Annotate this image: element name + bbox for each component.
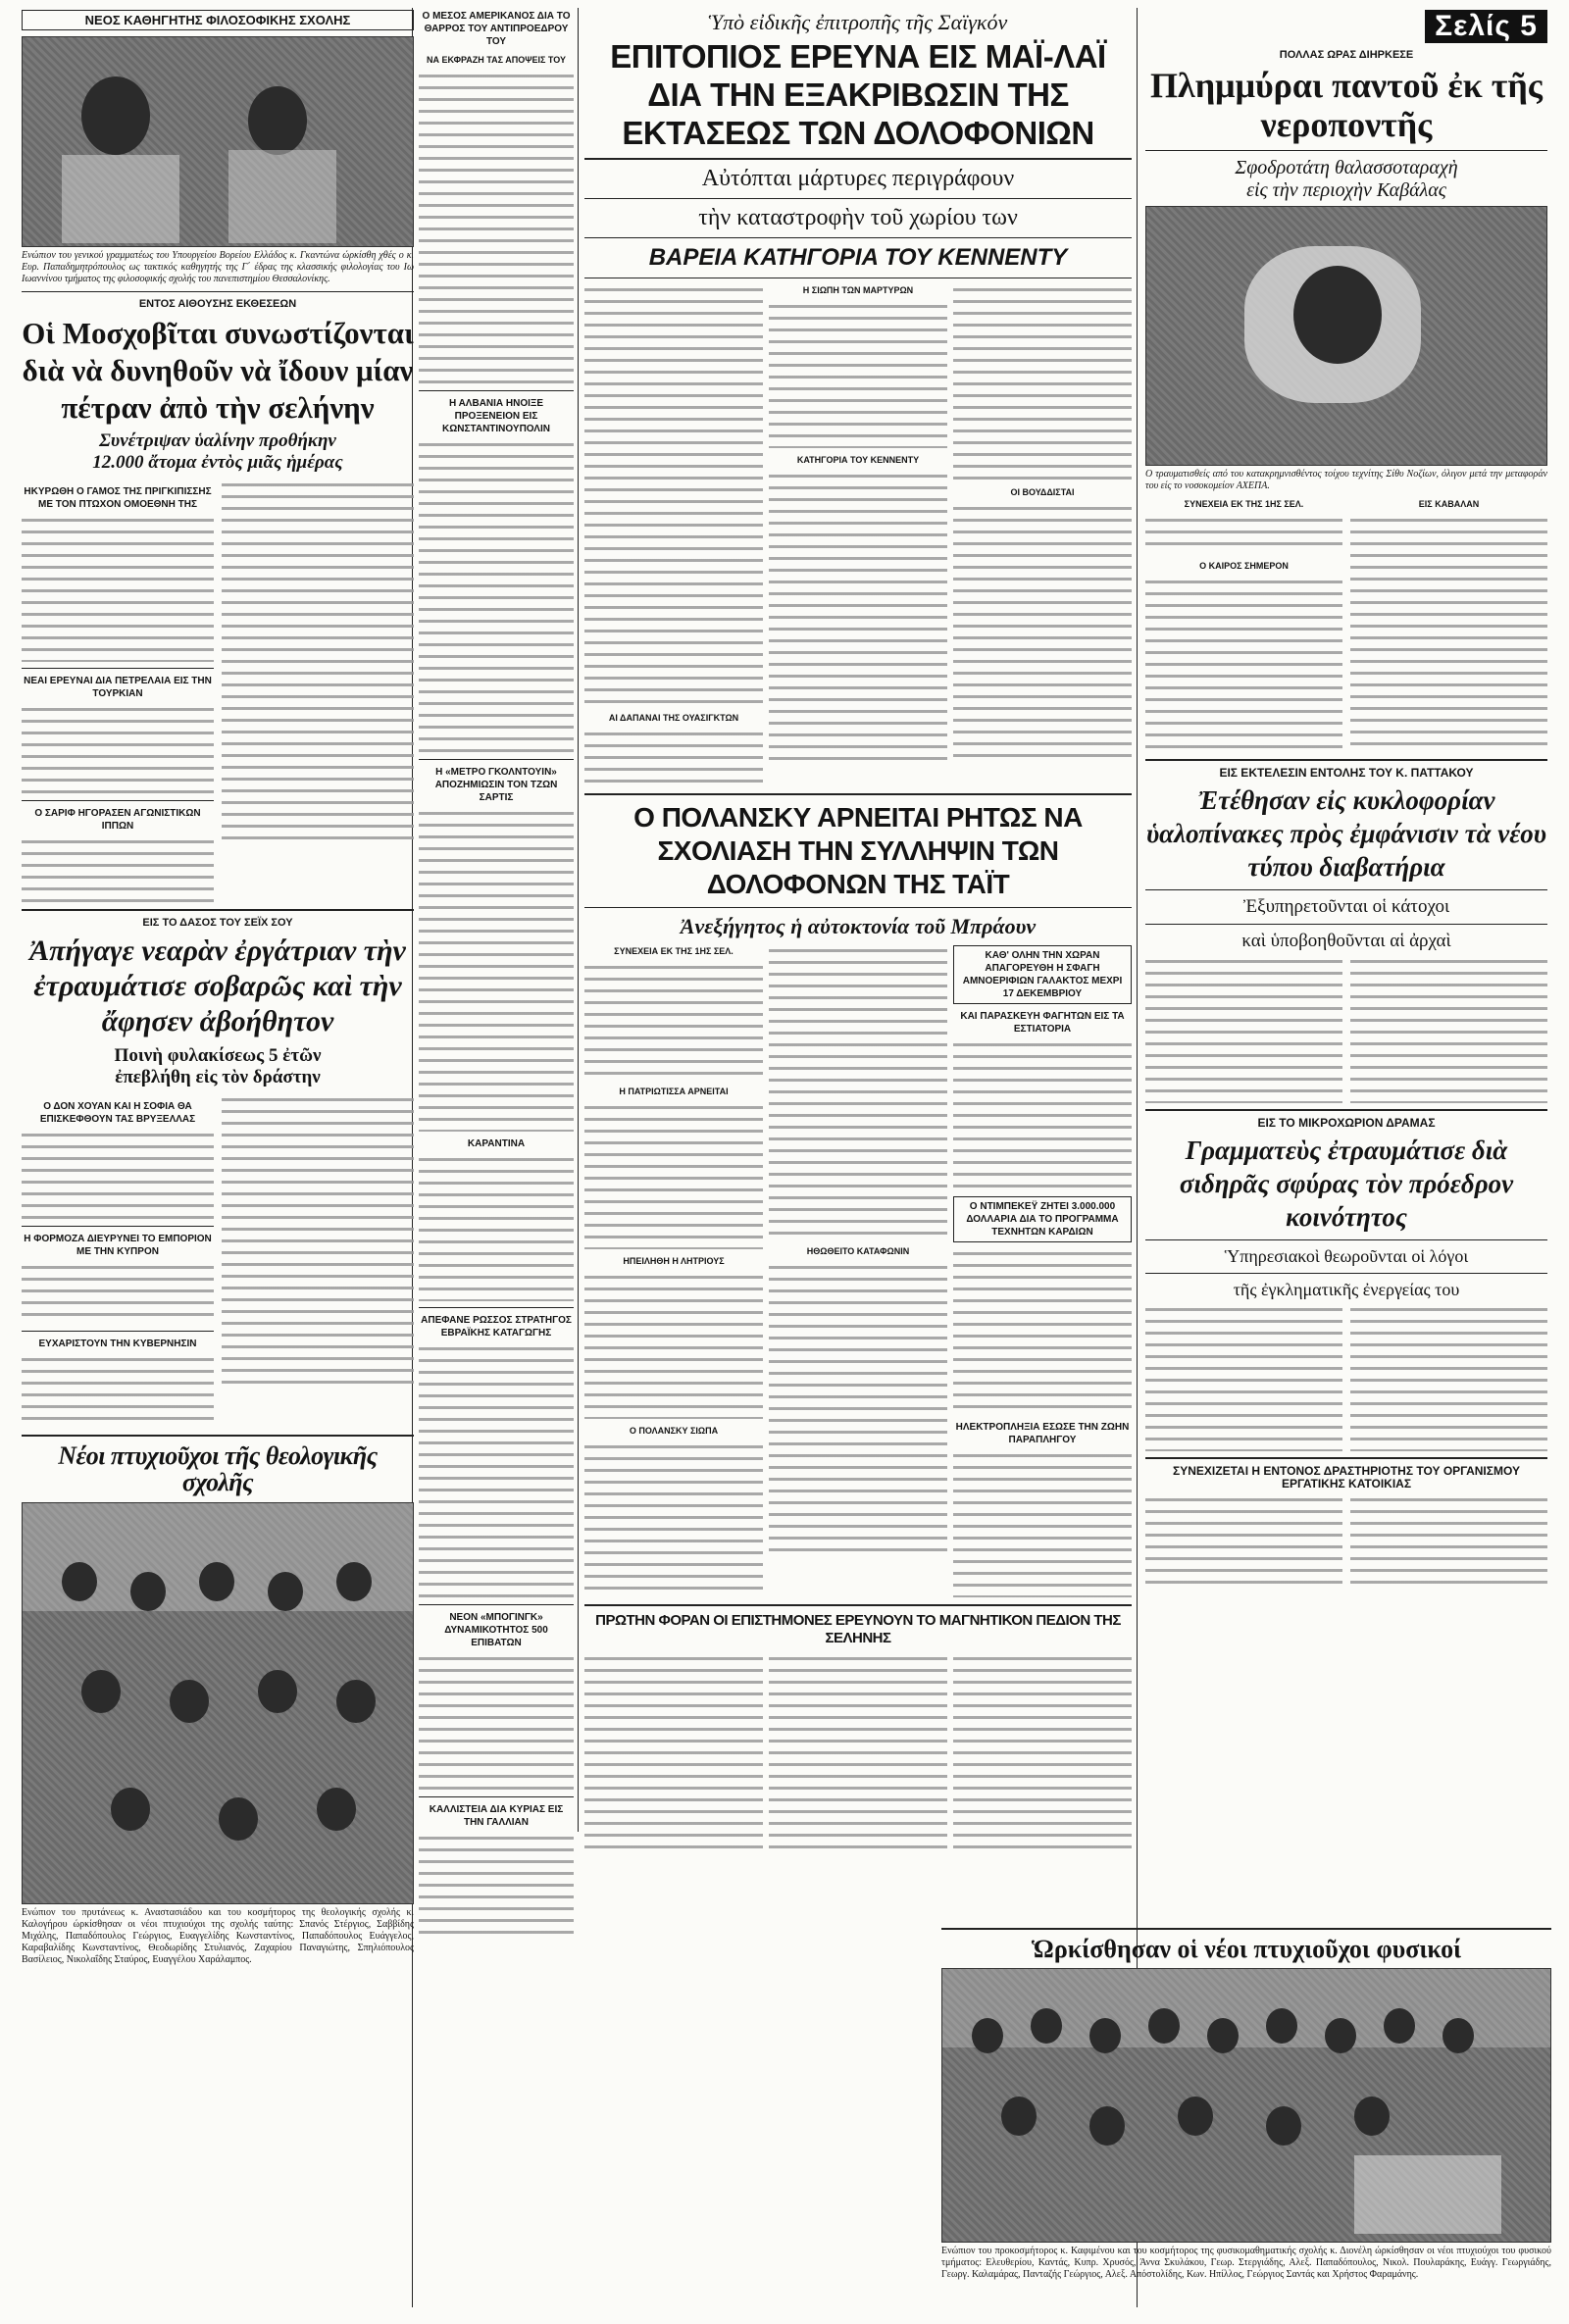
professor-caption: Ενώπιον του γενικού γραμματέως του Υπουργείου Βορείου Ελλάδος κ. Γκαντώνα ώρκίσθη χθές ο κ. Ευρ. Παπαδημητρόπουλος ως τακτικός καθηγητής της Γ΄ έδρας της κλασσικής φιλολογίας του Ιω Ιωαννίνου τμήματος της φιλοσοφικής σχολής του πανεπιστημίου Θεσσαλονίκης. [22,250,414,284]
headline-professor: ΝΕΟΣ ΚΑΘΗΓΗΤΗΣ ΦΙΛΟΣΟΦΙΚΗΣ ΣΧΟΛΗΣ [22,10,414,30]
article-text [1350,515,1547,750]
deck-kennedy: ΒΑΡΕΙΑ ΚΑΤΗΓΟΡΙΑ ΤΟΥ ΚΕΝΝΕΝΤΥ [648,244,1068,271]
subhead-exec: ΗΘΩΘΕΙΤΟ ΚΑΤΑΦΩΝΙΝ [806,1246,910,1256]
deck-people: 12.000 ἄτομα ἐντὸς μιᾶς ἡμέρας [92,452,343,473]
article-text [584,1102,763,1249]
article-text [419,1653,574,1791]
article-text [769,945,947,1239]
headline-passports: Ἐτέθησαν εἰς κυκλοφορίαν ὑαλοπίνακες πρὸς ἐμφάνισιν τὰ νέου τύπου διαβατήρια [1145,785,1547,882]
article-text [953,284,1132,480]
deck-drama-2: τῆς ἐγκληματικῆς ἐνεργείας του [1233,1280,1460,1299]
article-text [953,1248,1132,1415]
article-text [1145,1304,1342,1451]
article-text [419,808,574,1132]
box-milk: ΚΑΘ' ΟΛΗΝ ΤΗΝ ΧΩΡΑΝ ΑΠΑΓΟΡΕΥΘΗ Η ΣΦΑΓΗ ΑΜΝΟΕΡΙΦΙΩΝ ΓΑΛΑΚΤΟΣ ΜΕΧΡΙ 17 ΔΕΚΕΜΒΡΙΟΥ [953,945,1132,1004]
article-text [769,301,947,448]
headline-gkounter: Η «ΜΕΤΡΟ ΓΚΟΛΝΤΟΥΙΝ» ΑΠΟΖΗΜΙΩΣΙΝ ΤΟΝ ΤΖΩΝ ΣΑΡΤΙΣ [434,767,558,803]
continued-note: ΣΥΝΕΧΕΙΑ ΕΚ ΤΗΣ 1ΗΣ ΣΕΛ. [1184,499,1304,509]
headline-patakos: ΕΙΣ ΕΚΤΕΛΕΣΙΝ ΕΝΤΟΛΗΣ ΤΟΥ Κ. ΠΑΤΤΑΚΟΥ [1219,766,1474,780]
headline-physics: Ὡρκίσθησαν οἱ νέοι πτυχιοῦχοι φυσικοί [1031,1935,1462,1963]
column-5 [1138,10,1551,1589]
headline-flood: Πλημμύραι παντοῦ ἐκ τῆς νεροποντῆς [1150,66,1543,144]
headline-press-sub: ΝΑ ΕΚΦΡΑΖΗ ΤΑΣ ΑΠΟΨΕΙΣ ΤΟΥ [427,55,566,65]
physics-block [941,1922,1551,2287]
subhead-silence: Η ΣΙΩΠΗ ΤΩΝ ΜΑΡΤΥΡΩΝ [802,285,914,295]
article-text [953,503,1132,763]
article-text [1145,577,1342,753]
article-text [1145,1494,1342,1589]
article-text [1350,1494,1547,1589]
article-text [953,1653,1132,1849]
article-text [419,1833,574,1941]
article-text [1350,1304,1547,1451]
professor-photo [22,36,414,247]
article-text [419,439,574,753]
article-text [1145,515,1342,554]
deck-sentence-2: ἐπεβλήθη εἰς τὸν δράστην [115,1067,321,1087]
subhead-polanski: Ο ΠΟΛΑΝΣΚΥ ΣΙΩΠΑ [629,1426,719,1436]
article-text [769,1262,947,1556]
headline-worker: Ἀπήγαγε νεαρὰν ἐργάτριαν τὴν ἐτραυμάτισε σοβαρῶς καὶ τὴν ἄφησεν ἀβοήθητον [29,935,406,1037]
article-text [584,729,763,787]
headline-drama: ΕΙΣ ΤΟ ΜΙΚΡΟΧΩΡΙΟΝ ΔΡΑΜΑΣ [1257,1116,1436,1130]
theology-photo [22,1502,414,1904]
article-text [222,1094,414,1385]
article-text [22,1130,214,1220]
physics-caption: Ενώπιον του προκοσμήτορος κ. Καφιμένου και του κοσμήτορος της φυσικομαθηματικής σχολής κ. Διονέλη ώρκίσθησαν οι νέοι πτυχιούχοι του φυσικού τμήματος: Ελευθερίου, Καντάς, Κυπρ. Χρυσός, Άννα Σκυλάκου, Γεωρ. Στεργιάδης, Αλεξ. Παπαδόπουλος, Νικολ. Πουλαράκης, Ευάγγ. Γεωργιάδης, Γεωργ. Καλαμάρας, Πανταζής Γεώργιος, Αλεξ. Απόστολίδης, Κων. Ηπίλλος, Γεώργιος Σαντάς και Χρήστος Φαραμάνης. [941,2246,1551,2281]
column-1 [22,10,414,1972]
kicker-saigon: Ὑπὸ εἰδικῆς ἐπιτροπῆς τῆς Σαϊγκόν [708,10,1008,34]
deck-passports-2: καὶ ὑποβοηθοῦνται αἱ ἀρχαὶ [1241,931,1451,951]
deck-passports-1: Ἐξυπηρετοῦνται οἱ κάτοχοι [1242,896,1450,917]
headline-boeing: ΝΕΟΝ «ΜΠΟΓΙΝΓΚ» ΔΥΝΑΜΙΚΟΤΗΤΟΣ 500 ΕΠΙΒΑΤΩΝ [444,1612,548,1648]
article-text [584,1653,763,1849]
article-text [22,1354,214,1429]
deck-sentence-1: Ποινὴ φυλακίσεως 5 ἐτῶν [114,1045,322,1066]
headline-moscow: Οἱ Μοσχοβῖται συνωστίζονται διὰ νὰ δυνηθοῦν νὰ ἴδουν μίαν πέτραν ἀπὸ τὴν σελήνην [22,316,414,425]
continued-note: ΣΥΝΕΧΕΙΑ ΕΚ ΤΗΣ 1ΗΣ ΣΕΛ. [614,946,734,956]
headline-housing: ΣΥΝΕΧΙΖΕΤΑΙ Η ΕΝΤΟΝΟΣ ΔΡΑΣΤΗΡΙΟΤΗΣ ΤΟΥ ΟΡΓΑΝΙΣΜΟΥ ΕΡΓΑΤΙΚΗΣ ΚΑΤΟΙΚΙΑΣ [1173,1464,1520,1490]
article-text [1350,956,1547,1103]
headline-exhibition: ΕΝΤΟΣ ΑΙΘΟΥΣΗΣ ΕΚΘΕΣΕΩΝ [138,298,297,310]
deck-moscow: Συνέτριψαν ὑαλίνην προθήκην [99,430,336,451]
column-3-4 [579,10,1138,1849]
box-electric: ΗΛΕΚΤΡΟΠΛΗΞΙΑ ΕΣΩΣΕ ΤΗΝ ΖΩΗΝ ΠΑΡΑΠΛΗΓΟΥ [955,1422,1130,1445]
box-friday: ΚΑΙ ΠΑΡΑΣΚΕΥΗ ΦΑΓΗΤΩΝ ΕΙΣ ΤΑ ΕΣΤΙΑΤΟΡΙΑ [960,1011,1125,1035]
storm-photo [1145,206,1547,466]
box-debakey: Ο ΝΤΙΜΠΕΚΕΫ ΖΗΤΕΙ 3.000.000 ΔΟΛΛΑΡΙΑ ΔΙΑ ΤΟ ΠΡΟΓΡΑΜΜΑ ΤΕΧΝΗΤΩΝ ΚΑΡΔΙΩΝ [953,1196,1132,1242]
theology-caption: Ενώπιον του πρυτάνεως κ. Αναστασιάδου και του κοσμήτορος της θεολογικής σχολής κ. Καλογήρου ώρκίσθησαν οι νέοι πτυχιούχοι της σχολής ταύτης: Σπανός Στέργιος, Σαββίδης Μιχάλης, Παπαδόπουλος Γεώργιος, Ευαγγελίδης Κωνσταντίνος, Παπαδόπουλος Ευάγγελος, Καραβαλίδης Κωνσταντίνος, Θεοδωρίδης Στυλιανός, Ζαχαρίου Παναγιώτης, Σπηλιόπουλος Βασίλειος, Νικολαΐδης Σταύρος, Ευαγγέλου Χαράλαμπος. [22,1906,414,1965]
subhead-buddhists: ΟΙ ΒΟΥΔΔΙΣΤΑΙ [1010,487,1075,497]
headline-quarantine: ΚΑΡΑΝΤΙΝΑ [467,1138,526,1149]
subhead-charge: ΚΑΤΗΓΟΡΙΑ ΤΟΥ ΚΕΝΝΕΝΤΥ [796,455,920,465]
article-text [419,1154,574,1301]
article-text [22,515,214,662]
headline-press: Ο ΜΕΣΟΣ ΑΜΕΡΙΚΑΝΟΣ ΔΙΑ ΤΟ ΘΑΡΡΟΣ ΤΟΥ ΑΝΤΙΠΡΟΕΔΡΟΥ ΤΟΥ [422,11,571,47]
article-text [22,836,214,903]
article-text [22,704,214,794]
article-text [584,962,763,1080]
article-text [419,71,574,384]
article-text [953,1039,1132,1196]
headline-hammer: Γραμματεὺς ἐτραυμάτισε διὰ σιδηρᾶς σφύρας τὸν πρόεδρον κοινότητος [1179,1136,1514,1232]
article-text [419,1343,574,1598]
kicker-flood: ΠΟΛΛΑΣ ΩΡΑΣ ΔΙΗΡΚΕΣΕ [1279,49,1414,61]
article-text [584,284,763,706]
deck-witnesses-1: Αὐτόπται μάρτυρες περιγράφουν [701,166,1015,191]
article-text [22,1262,214,1325]
subhead-weather: Ο ΚΑΙΡΟΣ ΣΗΜΕΡΟΝ [1199,561,1289,571]
article-text [584,1441,763,1598]
headline-polanski: Ο ΠΟΛΑΝΣΚΥ ΑΡΝΕΙΤΑΙ ΡΗΤΩΣ ΝΑ ΣΧΟΛΙΑΣΗ ΤΗΝ ΣΥΛΛΗΨΙΝ ΤΩΝ ΔΟΛΟΦΟΝΩΝ ΤΗΣ ΤΑΪΤ [633,802,1083,899]
subhead-kavala: ΕΙΣ ΚΑΒΑΛΑΝ [1418,499,1480,509]
page-number-label: Σελίς 5 [1425,10,1547,43]
article-text [222,480,414,840]
article-text [1145,956,1342,1103]
headline-soldier: ΑΠΕΦΑΝΕ ΡΩΣΣΟΣ ΣΤΡΑΤΗΓΟΣ ΕΒΡΑΪΚΗΣ ΚΑΤΑΓΩΓΗΣ [421,1315,572,1339]
deck-brown: Ἀνεξήγητος ἡ αὐτοκτονία τοῦ Μπράουν [680,914,1037,938]
physics-photo [941,1968,1551,2243]
headline-theology: Νέοι πτυχιοῦχοι τῆς θεολογικῆς σχολῆς [58,1441,378,1497]
subhead-costs: ΑΙ ΔΑΠΑΝΑΙ ΤΗΣ ΟΥΑΣΙΓΚΤΩΝ [608,713,739,723]
headline-juan: Ο ΔΟΝ ΧΟΥΑΝ ΚΑΙ Η ΣΟΦΙΑ ΘΑ ΕΠΙΣΚΕΦΘΟΥΝ ΤΑΣ ΒΡΥΞΕΛΛΑΣ [39,1101,196,1125]
column-2 [414,10,579,1941]
deck-drama-1: Ὑπηρεσιακοὶ θεωροῦνται οἱ λόγοι [1224,1246,1469,1266]
headline-ladies: ΚΑΛΛΙΣΤΕΙΑ ΔΙΑ ΚΥΡΙΑΣ ΕΙΣ ΤΗΝ ΓΑΛΛΙΑΝ [429,1804,564,1828]
deck-witnesses-2: τὴν καταστροφὴν τοῦ χωρίου των [698,205,1018,230]
headline-thanks: ΕΥΧΑΡΙΣΤΟΥΝ ΤΗΝ ΚΥΒΕΡΝΗΣΙΝ [38,1339,197,1349]
headline-mylai: ΕΠΙΤΟΠΙΟΣ ΕΡΕΥΝΑ ΕΙΣ ΜΑΪ-ΛΑΪ ΔΙΑ ΤΗΝ ΕΞΑΚΡΙΒΩΣΙΝ ΤΗΣ ΕΚΤΑΣΕΩΣ ΤΩΝ ΔΟΛΟΦΟΝΙΩΝ [610,38,1106,151]
deck-storm: Σφοδροτάτη θαλασσοταραχὴ [1235,157,1458,178]
article-text [769,1653,947,1849]
headline-sharif: Ο ΣΑΡΙΦ ΗΓΟΡΑΣΕΝ ΑΓΩΝΙΣΤΙΚΩΝ ΙΠΠΩΝ [34,808,201,832]
article-text [584,1272,763,1419]
deck-kavala: εἰς τὴν περιοχὴν Καβάλας [1246,179,1446,201]
headline-wedding: ΗΚΥΡΩΘΗ Ο ΓΑΜΟΣ ΤΗΣ ΠΡΙΓΚΙΠΙΣΣΗΣ ΜΕ ΤΟΝ ΠΤΩΧΟΝ ΟΜΟΕΘΝΗ ΤΗΣ [24,486,212,510]
subhead-threat: ΗΠΕΙΛΗΘΗ Η ΛΗΤΡΙΟΥΣ [623,1256,725,1266]
headline-forest: ΕΙΣ ΤΟ ΔΑΣΟΣ ΤΟΥ ΣΕΪΧ ΣΟΥ [142,917,293,929]
headline-magnetic: ΠΡΩΤΗΝ ΦΟΡΑΝ ΟΙ ΕΠΙΣΤΗΜΟΝΕΣ ΕΡΕΥΝΟΥΝ ΤΟ ΜΑΓΝΗΤΙΚΟΝ ΠΕΔΙΟΝ ΤΗΣ ΣΕΛΗΝΗΣ [595,1612,1121,1646]
storm-caption: Ο τραυματισθείς από του κατακρημνισθέντος τοίχου τεχνίτης Σίθυ Νοζίων, όλιγον μετά την μεταφοράν του είς το νοσοκομείον ΑΧΕΠΑ. [1145,469,1547,491]
subhead-patriot: Η ΠΑΤΡΙΩΤΙΣΣΑ ΑΡΝΕΙΤΑΙ [619,1086,729,1096]
headline-albania: Η ΑΛΒΑΝΙΑ ΗΝΟΙΞΕ ΠΡΟΞΕΝΕΙΟΝ ΕΙΣ ΚΩΝΣΤΑΝΤΙΝΟΥΠΟΛΙΝ [442,398,550,434]
article-text [769,471,947,765]
headline-oil: ΝΕΑΙ ΕΡΕΥΝΑΙ ΔΙΑ ΠΕΤΡΕΛΑΙΑ ΕΙΣ ΤΗΝ ΤΟΥΡΚΙΑΝ [24,676,212,699]
headline-cyprus: Η ΦΟΡΜΟΖΑ ΔΙΕΥΡΥΝΕΙ ΤΟ ΕΜΠΟΡΙΟΝ ΜΕ ΤΗΝ ΚΥΠΡΟΝ [24,1234,212,1257]
article-text [953,1450,1132,1597]
